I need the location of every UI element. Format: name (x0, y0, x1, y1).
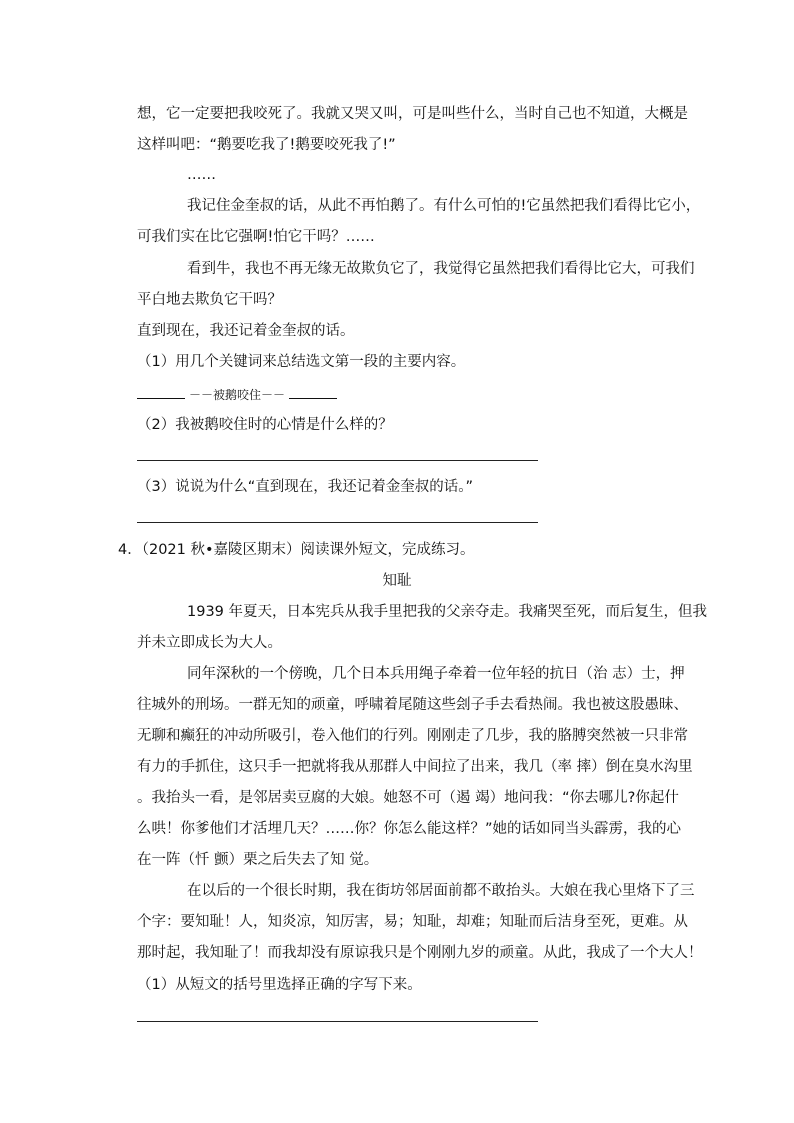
article-line: 有力的手抓住，这只手一把就将我从那群人中间拉了出来，我几（率 摔）倒在臭水沟里 (137, 759, 693, 775)
passage-line: 想，它一定要把我咬死了。我就又哭又叫，可是叫些什么，当时自己也不知道，大概是 (137, 106, 688, 122)
article-line: 么哄！你爹他们才活埋几天？……你？你怎么能这样？”她的话如同当头霹雳，我的心 (137, 821, 682, 837)
fill-blank-label: －－被鹅咬住－－ (189, 388, 286, 402)
problem-4-header: 4．（2021 秋•嘉陵区期末）阅读课外短文，完成练习。 (118, 542, 475, 558)
article-line: 1939 年夏天，日本宪兵从我手里把我的父亲夺走。我痛哭至死，而后复生，但我 (187, 604, 708, 620)
question-3: （3）说说为什么“直到现在，我还记着金奎叔的话。” (137, 479, 473, 495)
article-title: 知耻 (382, 573, 412, 589)
article-line: 并未立即成长为大人。 (137, 635, 282, 651)
answer-line-p4-q1[interactable] (137, 1021, 538, 1022)
passage-line: 直到现在，我还记着金奎叔的话。 (137, 323, 355, 339)
ellipsis-line: …… (187, 167, 216, 183)
question-1-fill (137, 385, 337, 405)
passage-line: 可我们实在比它强啊!怕它干吗？…… (137, 229, 375, 245)
article-line: 个字：要知耻！人，知炎凉，知厉害，易；知耻，却难；知耻而后洁身至死，更难。从 (137, 914, 688, 930)
fill-blank-left[interactable] (137, 386, 185, 399)
passage-line: 我记住金奎叔的话，从此不再怕鹅了。有什么可怕的!它虽然把我们看得比它小， (187, 198, 701, 214)
article-line: 。我抬头一看，是邻居卖豆腐的大娘。她怒不可（遏 竭）地问我：“你去哪儿?你起什 (137, 790, 679, 806)
article-line: 往城外的刑场。一群无知的顽童，呼啸着尾随这些刽子手去看热闹。我也被这股愚昧、 (137, 697, 688, 713)
passage-line: 这样叫吧：“鹅要吃我了!鹅要咬死我了!” (137, 137, 396, 153)
article-line: 在以后的一个很长时期，我在街坊邻居面前都不敢抬头。大娘在我心里烙下了三 (187, 883, 695, 899)
answer-line-q3[interactable] (137, 522, 538, 523)
passage-line: 看到牛，我也不再无缘无故欺负它了，我觉得它虽然把我们看得比它大，可我们 (187, 261, 695, 277)
article-line: 无聊和癫狂的冲动所吸引，卷入他们的行列。刚刚走了几步，我的胳膊突然被一只非常 (137, 728, 688, 744)
fill-blank-right[interactable] (289, 386, 337, 399)
question-1: （1）用几个关键词来总结选文第一段的主要内容。 (137, 354, 466, 370)
passage-line: 平白地去欺负它干吗？ (137, 292, 282, 308)
answer-line-q2[interactable] (137, 460, 538, 461)
question-2: （2）我被鹅咬住时的心情是什么样的？ (137, 417, 393, 433)
problem-4-question-1: （1）从短文的括号里选择正确的字写下来。 (137, 977, 422, 993)
article-line: 在一阵（忏 颤）栗之后失去了知 觉。 (137, 852, 379, 868)
article-line: 那时起，我知耻了！而我却没有原谅我只是个刚刚九岁的顽童。从此，我成了一个大人！ (137, 945, 703, 961)
article-line: 同年深秋的一个傍晚，几个日本兵用绳子牵着一位年轻的抗日（治 志）士，押 (187, 666, 685, 682)
